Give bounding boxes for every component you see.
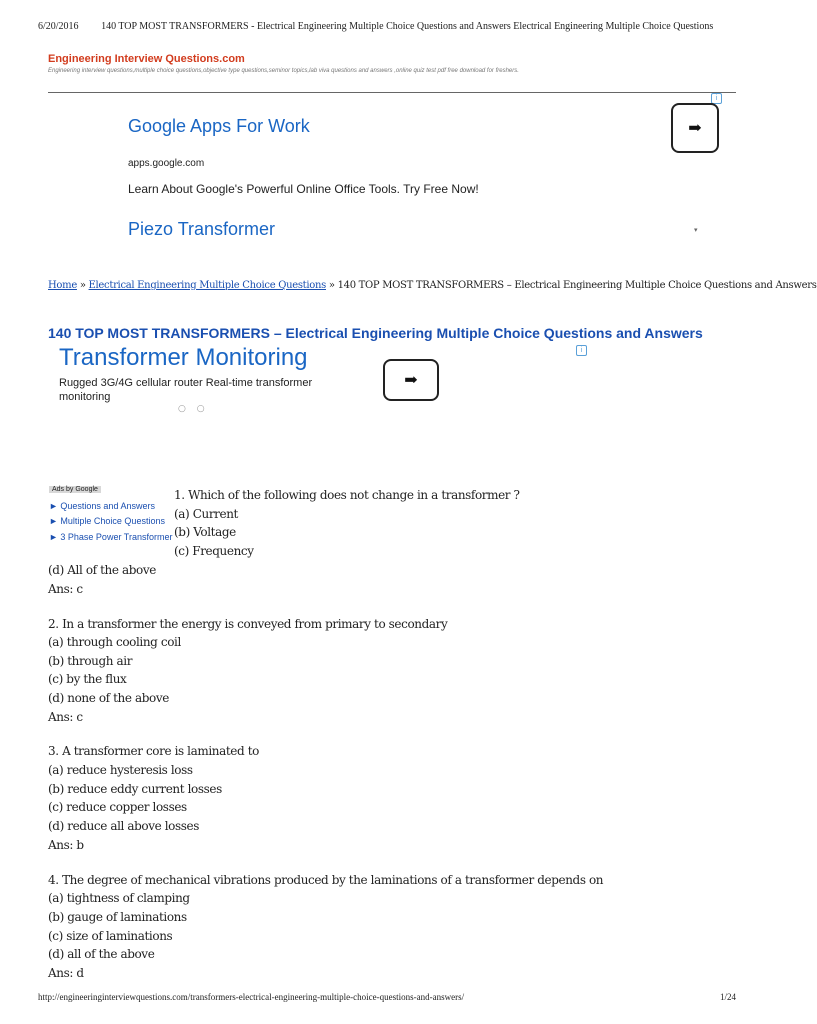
ad-title-link[interactable]: Transformer Monitoring [59,344,308,371]
print-title: 140 TOP MOST TRANSFORMERS - Electrical Engineering Multiple Choice Questions and Answers Electrical Engineering Multiple Choice Questions [101,21,714,32]
option-text: (b) Voltage [174,525,236,539]
breadcrumb [48,280,817,291]
option-text: (b) through air [48,654,133,668]
arrow-right-icon: ➡ [404,370,418,389]
site-tagline: Engineering interview questions,multiple choice questions,objective type questions,seminor topics,lab viva questions and answers ,online quiz test pdf free download for freshers. [48,68,519,74]
option-text: (a) tightness of clamping [48,891,190,905]
answer-text: Ans: c [48,710,83,724]
ad-info-icon[interactable]: i [576,345,587,356]
answer-text: Ans: b [48,838,84,852]
print-header [38,21,713,32]
question-text: 1. Which of the following does not change in a transformer ? [174,488,520,502]
ad-url[interactable]: apps.google.com [128,158,205,169]
option-text: (a) through cooling coil [48,635,181,649]
chevron-down-icon[interactable]: ▾ [694,226,698,234]
carousel-dots[interactable]: ○ ○ [178,404,209,414]
question-text: 3. A transformer core is laminated to [48,744,259,758]
ad-title-link[interactable]: Google Apps For Work [128,116,310,136]
option-text: (d) reduce all above losses [48,819,199,833]
ad-link-questions-answers[interactable]: ► Questions and Answers [49,501,155,511]
arrow-right-icon: ➡ [688,118,702,137]
site-title-link[interactable]: Engineering Interview Questions.com [48,53,245,65]
option-text: (c) reduce copper losses [48,800,187,814]
answer-text: Ans: d [48,966,84,980]
header-divider [48,92,736,93]
ad-description: Rugged 3G/4G cellular router Real-time transformer monitoring [59,377,313,403]
print-date: 6/20/2016 [38,21,79,32]
breadcrumb-current: 140 TOP MOST TRANSFORMERS – Electrical Engineering Multiple Choice Questions and Answers [337,280,817,291]
breadcrumb-separator: » [76,280,89,291]
breadcrumb-category-link[interactable]: Electrical Engineering Multiple Choice Questions [88,280,326,291]
ad-info-icon[interactable]: i [711,93,722,104]
ads-by-google-label[interactable]: Ads by Google [49,486,101,493]
option-text: (c) by the flux [48,672,127,686]
print-footer-url: http://engineeringinterviewquestions.com/transformers-electrical-engineering-multiple-choice-questions-and-answers/ [38,992,465,1002]
question-text: 2. In a transformer the energy is conveyed from primary to secondary [48,617,448,631]
option-text: (d) All of the above [48,563,156,577]
ad-description: Learn About Google's Powerful Online Office Tools. Try Free Now! [128,182,479,196]
ad-open-button[interactable] [671,103,719,153]
option-text: (c) Frequency [174,544,254,558]
option-text: (a) Current [174,507,238,521]
question-text: 4. The degree of mechanical vibrations produced by the laminations of a transformer depends on [48,873,604,887]
ad-link-power-transformer[interactable]: ► 3 Phase Power Transformer [49,532,173,542]
ad-secondary-link[interactable]: Piezo Transformer [128,219,276,239]
print-page-number: 1/24 [719,992,736,1002]
answer-text: Ans: c [48,582,83,596]
post-title: 140 TOP MOST TRANSFORMERS – Electrical Engineering Multiple Choice Questions and Answers [48,325,703,341]
option-text: (d) all of the above [48,947,155,961]
option-text: (a) reduce hysteresis loss [48,763,193,777]
breadcrumb-separator: » [326,280,338,291]
ad-link-multiple-choice[interactable]: ► Multiple Choice Questions [49,516,165,526]
option-text: (d) none of the above [48,691,169,705]
option-text: (c) size of laminations [48,929,173,943]
option-text: (b) reduce eddy current losses [48,782,222,796]
ad-open-button[interactable] [383,359,439,401]
option-text: (b) gauge of laminations [48,910,187,924]
breadcrumb-home-link[interactable]: Home [48,280,77,291]
